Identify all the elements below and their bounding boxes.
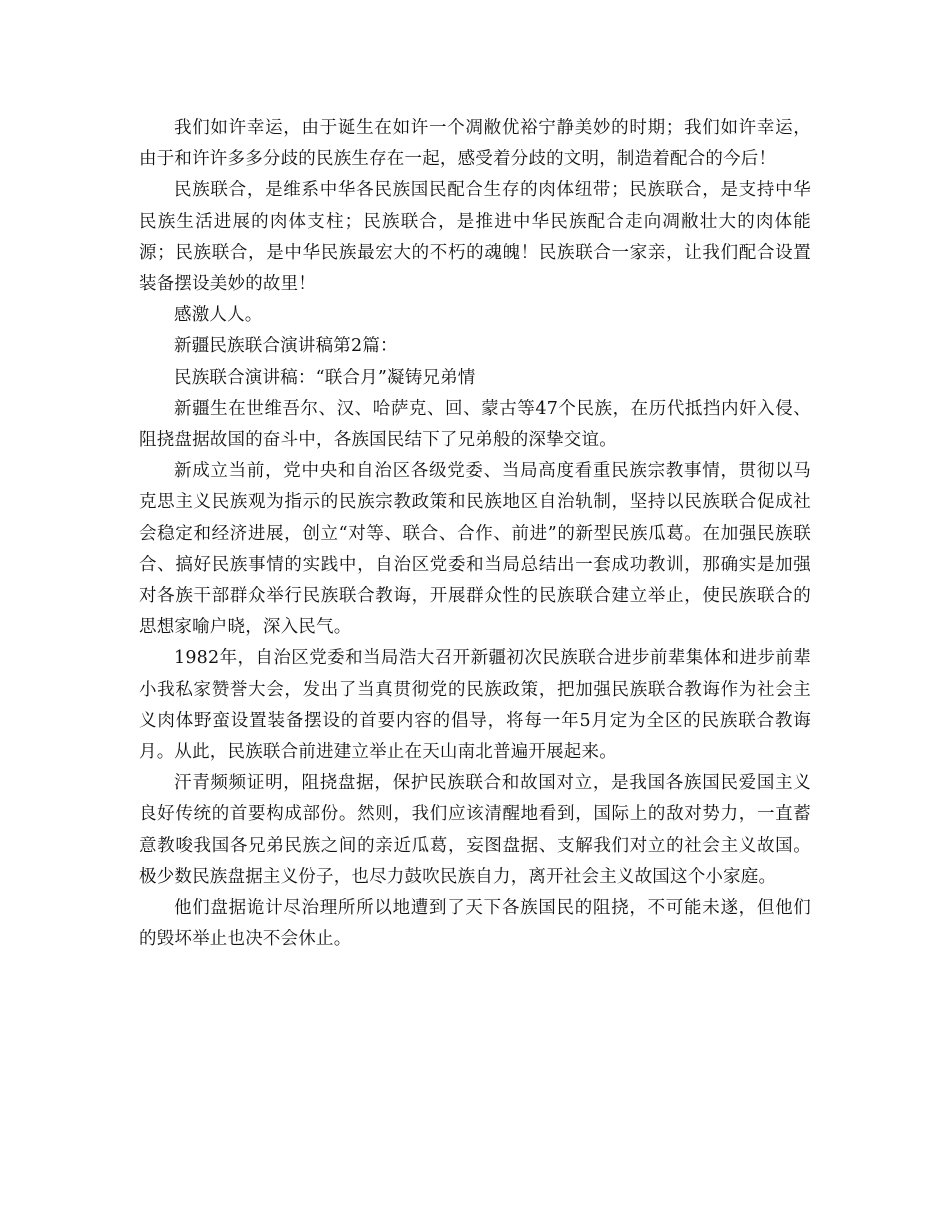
document-body	[139, 113, 811, 955]
paragraph-1: 我们如许幸运，由于诞生在如许一个凋敝优裕宁静美妙的时期；我们如许幸运，由于和许许多多分歧的民族生存在一起，感受着分歧的文明，制造着配合的今后！	[139, 118, 811, 170]
paragraph-7: 他们盘据诡计尽治理所所以地遭到了天下各族国民的阻挠，不可能未遂，但他们的毁坏举止也决不会休止。	[139, 898, 811, 950]
paragraph-6: 汗青频频证明，阻挠盘据，保护民族联合和故国对立，是我国各族国民爱国主义良好传统的首要构成部份。然则，我们应该清醒地看到，国际上的敌对势力，一直蓄意教唆我国各兄弟民族之间的亲近瓜葛，妄图盘据、支解我们对立的社会主义故国。极少数民族盘据主义份子，也尽力鼓吹民族自力，离开社会主义故国这个小家庭。	[139, 773, 811, 887]
paragraph-3: 新疆生在世维吾尔、汉、哈萨克、回、蒙古等47个民族，在历代抵挡内奸入侵、阻挠盘据故国的奋斗中，各族国民结下了兄弟般的深挚交谊。	[139, 398, 811, 451]
paragraph-thanks: 感激人人。	[174, 305, 263, 326]
paragraph-2: 民族联合，是维系中华各民族国民配合生存的肉体纽带；民族联合，是支持中华民族生活进展的肉体支柱；民族联合，是推进中华民族配合走向凋敝壮大的肉体能源；民族联合，是中华民族最宏大的不朽的魂魄！民族联合一家亲，让我们配合设置装备摆设美妙的故里！	[139, 180, 811, 295]
speech-title: 民族联合演讲稿：“联合月”凝铸兄弟情	[174, 367, 476, 388]
section-heading: 新疆民族联合演讲稿第2篇：	[174, 336, 398, 357]
paragraph-5: 1982年，自治区党委和当局浩大召开新疆初次民族联合进步前辈集体和进步前辈小我私家赞誉大会，发出了当真贯彻党的民族政策，把加强民族联合教诲作为社会主义肉体野蛮设置装备摆设的首要内容的倡导，将每一年5月定为全区的民族联合教诲月。从此，民族联合前进建立举止在天山南北普遍开展起来。	[139, 648, 811, 763]
paragraph-4: 新成立当前，党中央和自治区各级党委、当局高度看重民族宗教事情，贯彻以马克思主义民族观为指示的民族宗教政策和民族地区自治轨制，坚持以民族联合促成社会稳定和经济进展，创立“对等、联合、合作、前进”的新型民族瓜葛。在加强民族联合、搞好民族事情的实践中，自治区党委和当局总结出一套成功教训，那确实是加强对各族干部群众举行民族联合教诲，开展群众性的民族联合建立举止，使民族联合的思想家喻户晓，深入民气。	[139, 461, 811, 638]
